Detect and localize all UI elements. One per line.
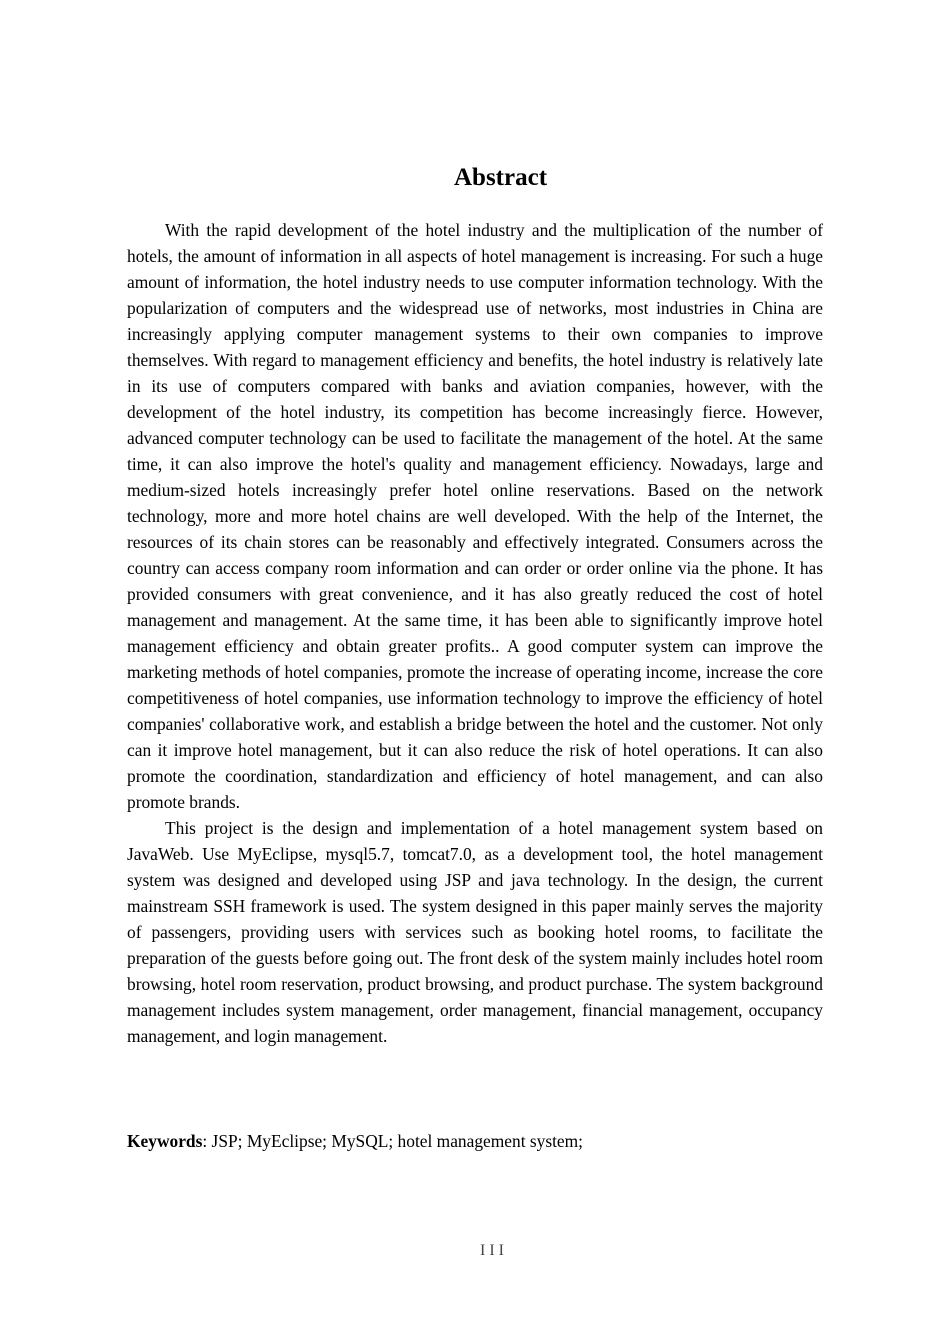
keywords-line xyxy=(127,1128,823,1154)
abstract-paragraph-2: This project is the design and implementation of a hotel management system based on JavaWeb. Use MyEclipse, mysql5.7, tomcat7.0, as a development tool, the hotel management system was designed and developed using JSP and java technology. In the design, the current mainstream SSH framework is used. The system designed in this paper mainly serves the majority of passengers, providing users with services such as booking hotel rooms, to facilitate the preparation of the guests before going out. The front desk of the system mainly includes hotel room browsing, hotel room reservation, product browsing, and product purchase. The system background management includes system management, order management, financial management, occupancy management, and login management. xyxy=(127,818,823,1046)
keywords-label: Keywords xyxy=(127,1131,203,1151)
abstract-body xyxy=(127,217,823,1049)
keywords-value: JSP; MyEclipse; MySQL; hotel management system; xyxy=(211,1131,584,1151)
abstract-paragraph-1: With the rapid development of the hotel industry and the multiplication of the number of hotels, the amount of information in all aspects of hotel management is increasing. For such a huge amount of information, the hotel industry needs to use computer information technology. With the popularization of computers and the widespread use of networks, most industries in China are increasingly applying computer management systems to their own companies to improve themselves. With regard to management efficiency and benefits, the hotel industry is relatively late in its use of computers compared with banks and aviation companies, however, with the development of the hotel industry, its competition has become increasingly fierce. However, advanced computer technology can be used to facilitate the management of the hotel. At the same time, it can also improve the hotel's quality and management efficiency. Nowadays, large and medium-sized hotels increasingly prefer hotel online reservations. Based on the network technology, more and more hotel chains are well developed. With the help of the Internet, the resources of its chain stores can be reasonably and effectively integrated. Consumers across the country can access company room information and can order or order online via the phone. It has provided consumers with great convenience, and it has also greatly reduced the cost of hotel management and management. At the same time, it has been able to significantly improve hotel management efficiency and obtain greater profits.. A good computer system can improve the marketing methods of hotel companies, promote the increase of operating income, increase the core competitiveness of hotel companies, use information technology to improve the efficiency of hotel companies' collaborative work, and establish a bridge between the hotel and the customer. Not only can it improve hotel management, but it can also reduce the risk of hotel operations. It can also promote the coordination, standardization and efficiency of hotel management, and can also promote brands. xyxy=(127,220,823,812)
page-number: III xyxy=(480,1242,508,1259)
keywords-separator: : xyxy=(202,1131,212,1151)
page-title: Abstract xyxy=(453,164,548,191)
